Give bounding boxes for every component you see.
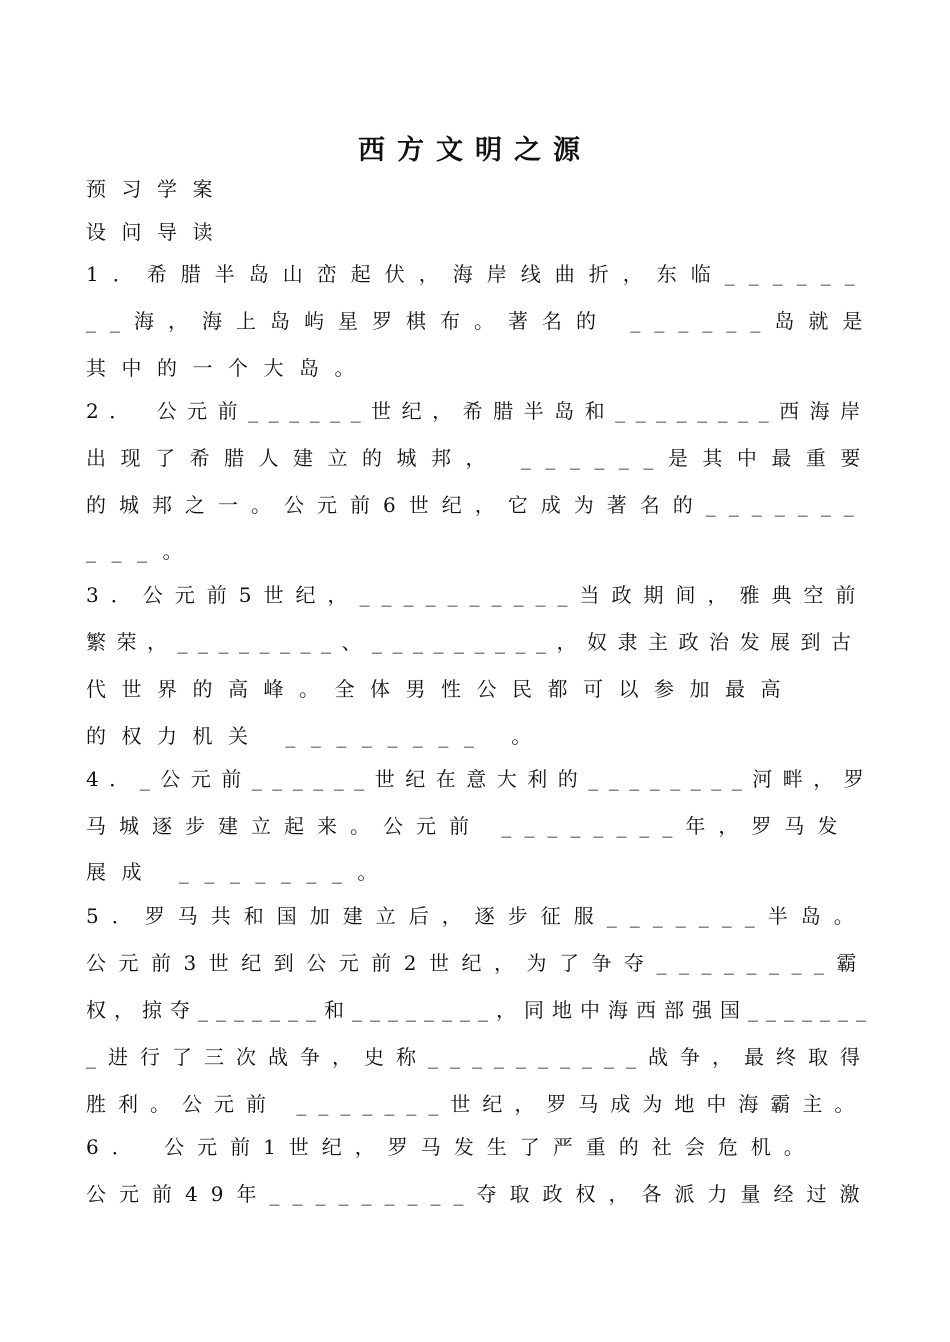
question-3-line-1: 3．公元前5世纪，__________当政期间，雅典空前 <box>86 583 868 607</box>
question-1-line-3: 其中的一个大岛。 <box>86 356 370 380</box>
question-6-line-2: 公元前49年_________夺取政权，各派力量经过激 <box>86 1182 873 1206</box>
question-2-line-1: 2． 公元前______世纪，希腊半岛和________西海岸 <box>86 399 871 423</box>
question-3-line-4: 的权力机关 ________ 。 <box>86 724 547 748</box>
question-4-line-3: 展成 _______。 <box>86 860 393 884</box>
question-1-line-1: 1．希腊半岛山峦起伏，海岸线曲折，东临______ <box>86 262 869 286</box>
question-2-line-2: 出现了希腊人建立的城邦， ______是其中最重要 <box>86 446 875 470</box>
question-5-line-2: 公元前3世纪到公元前2世纪，为了争夺________霸 <box>86 951 869 975</box>
question-5-line-4: _进行了三次战争，史称__________战争，最终取得 <box>86 1045 872 1069</box>
question-5-line-1: 5．罗马共和国加建立后，逐步征服_______半岛。 <box>86 904 867 928</box>
question-3-line-3: 代世界的高峰。全体男性公民都可以参加最高 <box>86 677 796 701</box>
question-1-line-2: __海，海上岛屿星罗棋布。著名的 ______岛就是 <box>86 309 877 333</box>
question-4-line-2: 马城逐步建立起来。公元前 ________年，罗马发 <box>86 814 851 838</box>
question-4-line-1: 4．_公元前______世纪在意大利的________河畔，罗 <box>86 767 875 791</box>
section-heading-preview: 预习学案 <box>86 177 228 201</box>
question-6-line-1: 6． 公元前1世纪，罗马发生了严重的社会危机。 <box>86 1135 817 1159</box>
question-3-line-2: 繁荣，________、_________，奴隶主政治发展到古 <box>86 630 862 654</box>
section-heading-guided-reading: 设问导读 <box>86 220 228 244</box>
question-2-line-4: ___。 <box>86 539 198 563</box>
page-title: 西方文明之源 <box>358 135 592 166</box>
question-5-line-5: 胜利。公元前 _______世纪，罗马成为地中海霸主。 <box>86 1092 867 1116</box>
question-2-line-3: 的城邦之一。公元前6世纪，它成为著名的_______ <box>86 493 867 517</box>
question-5-line-3: 权，掠夺_______和________，同地中海西部强国_______ <box>86 998 874 1022</box>
